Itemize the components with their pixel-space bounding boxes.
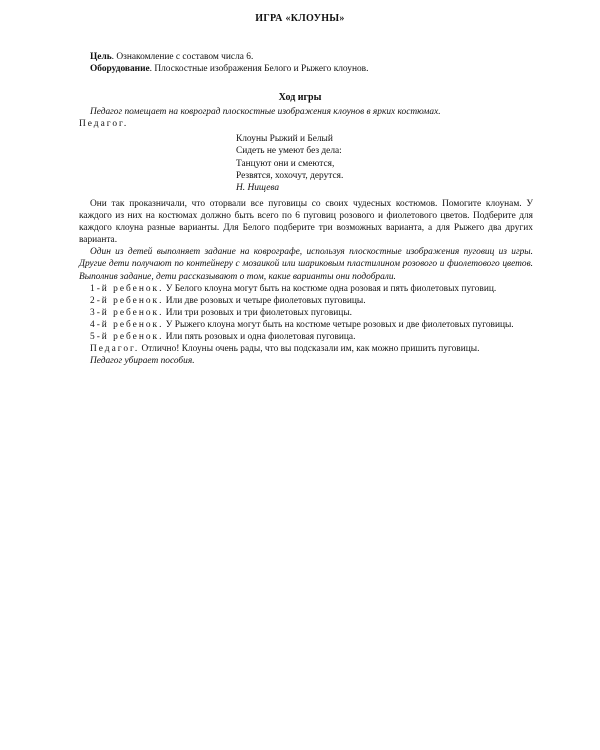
speaker-label: 4-й ребенок. [90, 319, 164, 330]
reply-text: Или две розовых и четыре фиолетовых пуговицы. [163, 295, 366, 306]
speaker-label: Педагог. [90, 344, 140, 355]
speaker-label: 1-й ребенок. [90, 283, 164, 294]
teacher-speaker-label: Педагог. [79, 119, 129, 129]
speaker-label: 5-й ребенок. [90, 332, 164, 343]
reply-text: Отлично! Клоуны очень рады, что вы подсказали им, как можно пришить пуговицы. [139, 344, 480, 355]
child-reply-5 [79, 331, 533, 343]
child-reply-4 [79, 319, 533, 331]
child-reply-1 [79, 283, 533, 295]
goal-text: . Ознакомление с составом числа 6. [111, 52, 254, 62]
child-reply-2 [79, 295, 533, 307]
reply-text: Или пять розовых и одна фиолетовая пуговица. [163, 332, 356, 343]
body-paragraph: Они так проказничали, что оторвали все пуговицы со своих чудесных костюмов. Помогите клоунам. У каждого из них на костюмах должно быть всего по 6 пуговиц розового и фиолетового цветов. Подберите для каждого клоуна разные варианты. Для Белого подберите три возможных варианта, а для Рыжего два других варианта. [79, 199, 533, 246]
section-heading: Ход игры [278, 92, 322, 103]
child-reply-3 [79, 307, 533, 319]
reply-text: У Белого клоуна могут быть на костюме одна розовая и пять фиолетовых пуговиц. [163, 283, 497, 294]
reply-text: Или три розовых и три фиолетовых пуговицы. [163, 307, 352, 318]
closing-stage-direction: Педагог убирает пособия. [90, 356, 195, 367]
goal-label: Цель [90, 52, 112, 62]
teacher-reply [79, 343, 533, 355]
poem-line: Клоуны Рыжий и Белый [236, 134, 333, 144]
body-text [79, 198, 533, 367]
poem-author: Н. Нищева [236, 183, 280, 194]
equipment-text: . Плоскостные изображения Белого и Рыжего клоунов. [149, 64, 369, 74]
poem-line: Резвятся, хохочут, дерутся. [236, 170, 344, 181]
equipment-label: Оборудование [90, 64, 150, 74]
speaker-label: 2-й ребенок. [90, 295, 164, 306]
poem-line: Танцуют они и смеются, [236, 158, 335, 169]
reply-text: У Рыжего клоуна могут быть на костюме четыре розовых и две фиолетовых пуговицы. [163, 319, 514, 330]
equipment-line [90, 63, 530, 75]
poem [236, 133, 486, 194]
document-title: ИГРА «КЛОУНЫ» [255, 13, 345, 24]
speaker-label: 3-й ребенок. [90, 307, 164, 318]
stage-direction-paragraph: Один из детей выполняет задание на коврографе, используя плоскостные изображения пуговиц из игры. Другие дети получают по контейнеру с мозаикой или шариковым пластилином розового и фиолетового цветов. Выполнив задание, дети рассказывают о том, какие варианты они подобрали. [79, 247, 533, 282]
intro-stage-direction: Педагог помещает на ковроград плоскостные изображения клоунов в ярких костюмах. [90, 107, 441, 117]
poem-line: Сидеть не умеют без дела: [236, 146, 342, 157]
goal-line [90, 51, 530, 63]
